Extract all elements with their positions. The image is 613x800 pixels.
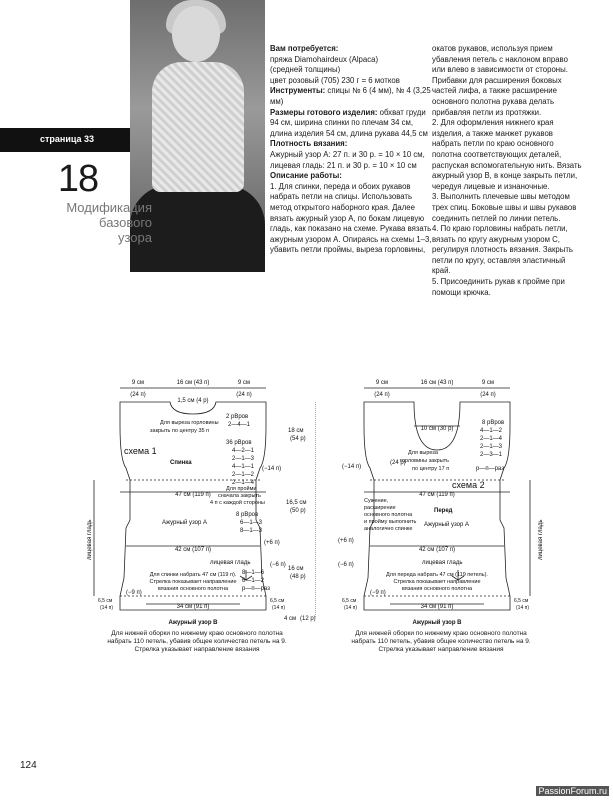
page-label: страница 33 <box>40 134 95 144</box>
narrow-note-5: аналогично спинке <box>364 526 413 532</box>
neck-note-1: Для выреза <box>408 450 438 456</box>
neck-note-1: Для выреза горловины <box>160 420 219 426</box>
width-34: 34 см (91 п) <box>420 604 454 610</box>
stockinette: лицевая гладь <box>210 560 251 566</box>
schema1-title: схема 1 <box>124 446 157 456</box>
rows-6: 4—1—1 <box>232 464 255 470</box>
edge-right-1: 6,5 см <box>514 598 529 604</box>
rows-5: 2—1—3 <box>232 456 255 462</box>
vdim-3: 16 см <box>288 566 304 572</box>
width-47: 47 см (119 п) <box>419 492 455 498</box>
pattern-b: Ажурный узор В <box>412 620 462 626</box>
rows-4: 2—1—3 <box>480 444 503 450</box>
top-dim-right-rows: (24 п) <box>236 392 252 398</box>
rows-8b-3: р—п—раз <box>242 586 270 592</box>
edge-left-1: 6,5 см <box>98 598 113 604</box>
minus14: (−14 п) <box>262 466 282 472</box>
cast-on-1: Для переда набрать 47 см (119 петель). <box>386 572 488 578</box>
rows-2: 4—1—2 <box>480 428 503 434</box>
rows-8a-2: 6—1—3 <box>240 520 263 526</box>
neck-note-2: горловины закрыть <box>400 458 450 464</box>
edge-right-2: (14 п) <box>272 605 285 611</box>
edge-right-2: (14 п) <box>516 605 529 611</box>
minus9: (−9 п) <box>370 590 386 596</box>
instructions-column-1: Вам потребуется: пряжа Diamohairdeux (Alpaca) (средней толщины) цвет розовый (705) 230 г = 6 мотков Инструменты: спицы № 6 (4 мм), № 4 (3,25 мм) Размеры готового изделия: обхват груди 94 см, ширина спинки по плечам 34 см, длина изделия 54 см, длина рукава 44,5 см Плотность вязания: Ажурный узор А: 27 п. и 30 р. = 10 × 10 см, лицевая гладь: 21 п. и 30 р. = 10 × 10 см Описание работы: 1. Для спинки, переда и обоих рукавов набрать петли на спицы. Использовать метод открытого наборного края. Далее вязать ажурный узор А, по бокам лицевую гладь, как показано на схеме. Рукава вязать ажурным узором А. Опираясь на схемы 1–3, убавить петли проймы, выреза горловины, <box>270 44 432 255</box>
cast-on-1: Для спинки набрать 47 см (119 п). <box>149 572 237 578</box>
narrow-note-4: и пройму выполнить <box>364 519 417 525</box>
vdim-1: 18 см <box>288 428 304 434</box>
armhole-note-2: сначала закрыть <box>218 493 261 499</box>
pattern-b: Ажурный узор В <box>168 620 218 626</box>
pattern-a: Ажурный узор А <box>162 520 208 526</box>
rows-8: 2—1—4 <box>232 480 255 486</box>
width-47: 47 см (119 п) <box>175 492 211 498</box>
schema2-title: схема 2 <box>452 480 485 490</box>
neck-note-3: по центру 17 п <box>412 466 450 472</box>
narrow-note-1: Сужение, <box>364 498 389 504</box>
part-name: Спинка <box>170 460 192 466</box>
width-42: 42 см (107 п) <box>174 547 212 553</box>
top-dim-center: 16 см (43 п) <box>176 380 210 386</box>
vdim-2: 16,5 см <box>286 500 307 506</box>
plus6: (+6 п) <box>264 540 280 546</box>
top-dim-center: 16 см (43 п) <box>420 380 454 386</box>
vdim-4-rows: (12 р) <box>300 616 316 622</box>
minus9: (−9 п) <box>126 590 142 596</box>
cast-on-3: вязания основного полотна <box>401 586 473 592</box>
narrow-note-2: расширение <box>364 505 396 511</box>
top-dim-left-rows: (24 п) <box>130 392 146 398</box>
rows-4: 4—2—1 <box>232 448 255 454</box>
rows-5: 2—3—1 <box>480 452 503 458</box>
rows-7: 2—1—2 <box>232 472 255 478</box>
width-42: 42 см (107 п) <box>418 547 456 553</box>
width-34: 34 см (91 п) <box>176 604 210 610</box>
part-name: Перед <box>434 508 453 514</box>
pattern-a: Ажурный узор А <box>424 522 470 528</box>
cast-on-2: Стрелка показывает направление <box>149 579 237 585</box>
edge-left-2: (14 п) <box>344 605 357 611</box>
top-dim-right: 9 см <box>481 380 495 386</box>
armhole-note-1: Для пройми <box>226 486 257 492</box>
top-dim-left: 9 см <box>131 380 145 386</box>
bottom-note-1: Для нижней оборки по нижнему краю основного полотна набрать 110 петель, убавив общее количество петель на 9. Стрелка указывает направление вязания <box>107 630 287 653</box>
top-dim-right: 9 см <box>237 380 251 386</box>
vdim-2-rows: (50 р) <box>290 508 306 514</box>
rows-3: 2—1—4 <box>480 436 503 442</box>
minus14: (−14 п) <box>342 464 362 470</box>
bottom-note-2: Для нижней оборки по нижнему краю основного полотна набрать 110 петель, убавив общее количество петель на 9. Стрелка указывает направление вязания <box>351 630 531 653</box>
schema-back-diagram <box>86 370 316 628</box>
narrow-note-3: основного полотна <box>364 512 413 518</box>
vdim-1-rows: (54 р) <box>290 436 306 442</box>
site-watermark: PassionForum.ru <box>538 786 607 796</box>
edge-left-2: (14 п) <box>100 605 113 611</box>
cast-on-2: Стрелка показывает направление <box>393 579 481 585</box>
rows-1: 2 рВров <box>226 414 249 420</box>
stockinette: лицевая гладь <box>422 560 463 566</box>
side-label: лицевая гладь <box>87 519 93 560</box>
edge-right-1: 6,5 см <box>270 598 285 604</box>
rows-8b-2: 6—1—2 <box>242 578 265 584</box>
pattern-number: 18 <box>57 158 99 200</box>
rows-8b-1: 8—1—6 <box>242 570 265 576</box>
rows-24: (24 р) <box>390 460 406 466</box>
plus6: (+6 п) <box>338 538 354 544</box>
instructions-column-2: окатов рукавов, используя прием убавления петель с наклоном вправо или влево в зависимости от стороны. Прибавки для расширения боковых частей лифа, а также расширение основного полотна рукава делать прибавляя петли из протяжки. 2. Для оформления нижнего края изделия, а также манжет рукавов набрать петли по краю основного полотна соответствующих деталей, распуская вспомогательную нить. Вязать ажурный узор В, в конце закрыть петли, чередуя лицевые и изнаночные. 3. Выполнить плечевые швы методом трех спиц. Боковые швы и швы рукавов соединить петлей по линии петель. 4. По краю горловины набрать петли, вязать по кругу ажурным узором С, регулируя плотность вязания. Закрыть петли по кругу, оставляя эластичный край. 5. Присоединить рукав к пройме при помощи крючка. <box>432 44 582 297</box>
top-dim-left: 9 см <box>375 380 389 386</box>
neck-depth: 1,5 см (4 р) <box>177 398 209 404</box>
top-dim-left-rows: (24 п) <box>374 392 390 398</box>
rows-2: 2—4—1 <box>228 422 251 428</box>
page-number: 124 <box>20 760 37 771</box>
minus6: (−6 п) <box>338 562 354 568</box>
pattern-subtitle: Модификация базового узора <box>66 200 152 245</box>
cast-on-3: вязания основного полотна <box>157 586 229 592</box>
vdim-3-rows: (48 р) <box>290 574 306 580</box>
top-dim-right-rows: (24 п) <box>480 392 496 398</box>
rows-3: 36 рВров <box>226 440 252 446</box>
neck-note-2: закрыть по центру 35 п <box>150 428 210 434</box>
rows-6: р—п—раз <box>476 466 504 472</box>
rows-8a-1: 8 рВров <box>236 512 259 518</box>
armhole-note-3: 4 п с каждой стороны <box>210 500 265 506</box>
neck-depth: 10 см (30 р) <box>420 426 454 432</box>
minus6: (−6 п) <box>270 562 286 568</box>
rows-1: 8 рВров <box>482 420 505 426</box>
side-label: лицевая гладь <box>538 519 544 560</box>
schema-front-diagram <box>330 370 560 628</box>
rows-8a-3: 8—1—3 <box>240 528 263 534</box>
vdim-4: 4 см <box>284 616 297 622</box>
edge-left-1: 6,5 см <box>342 598 357 604</box>
